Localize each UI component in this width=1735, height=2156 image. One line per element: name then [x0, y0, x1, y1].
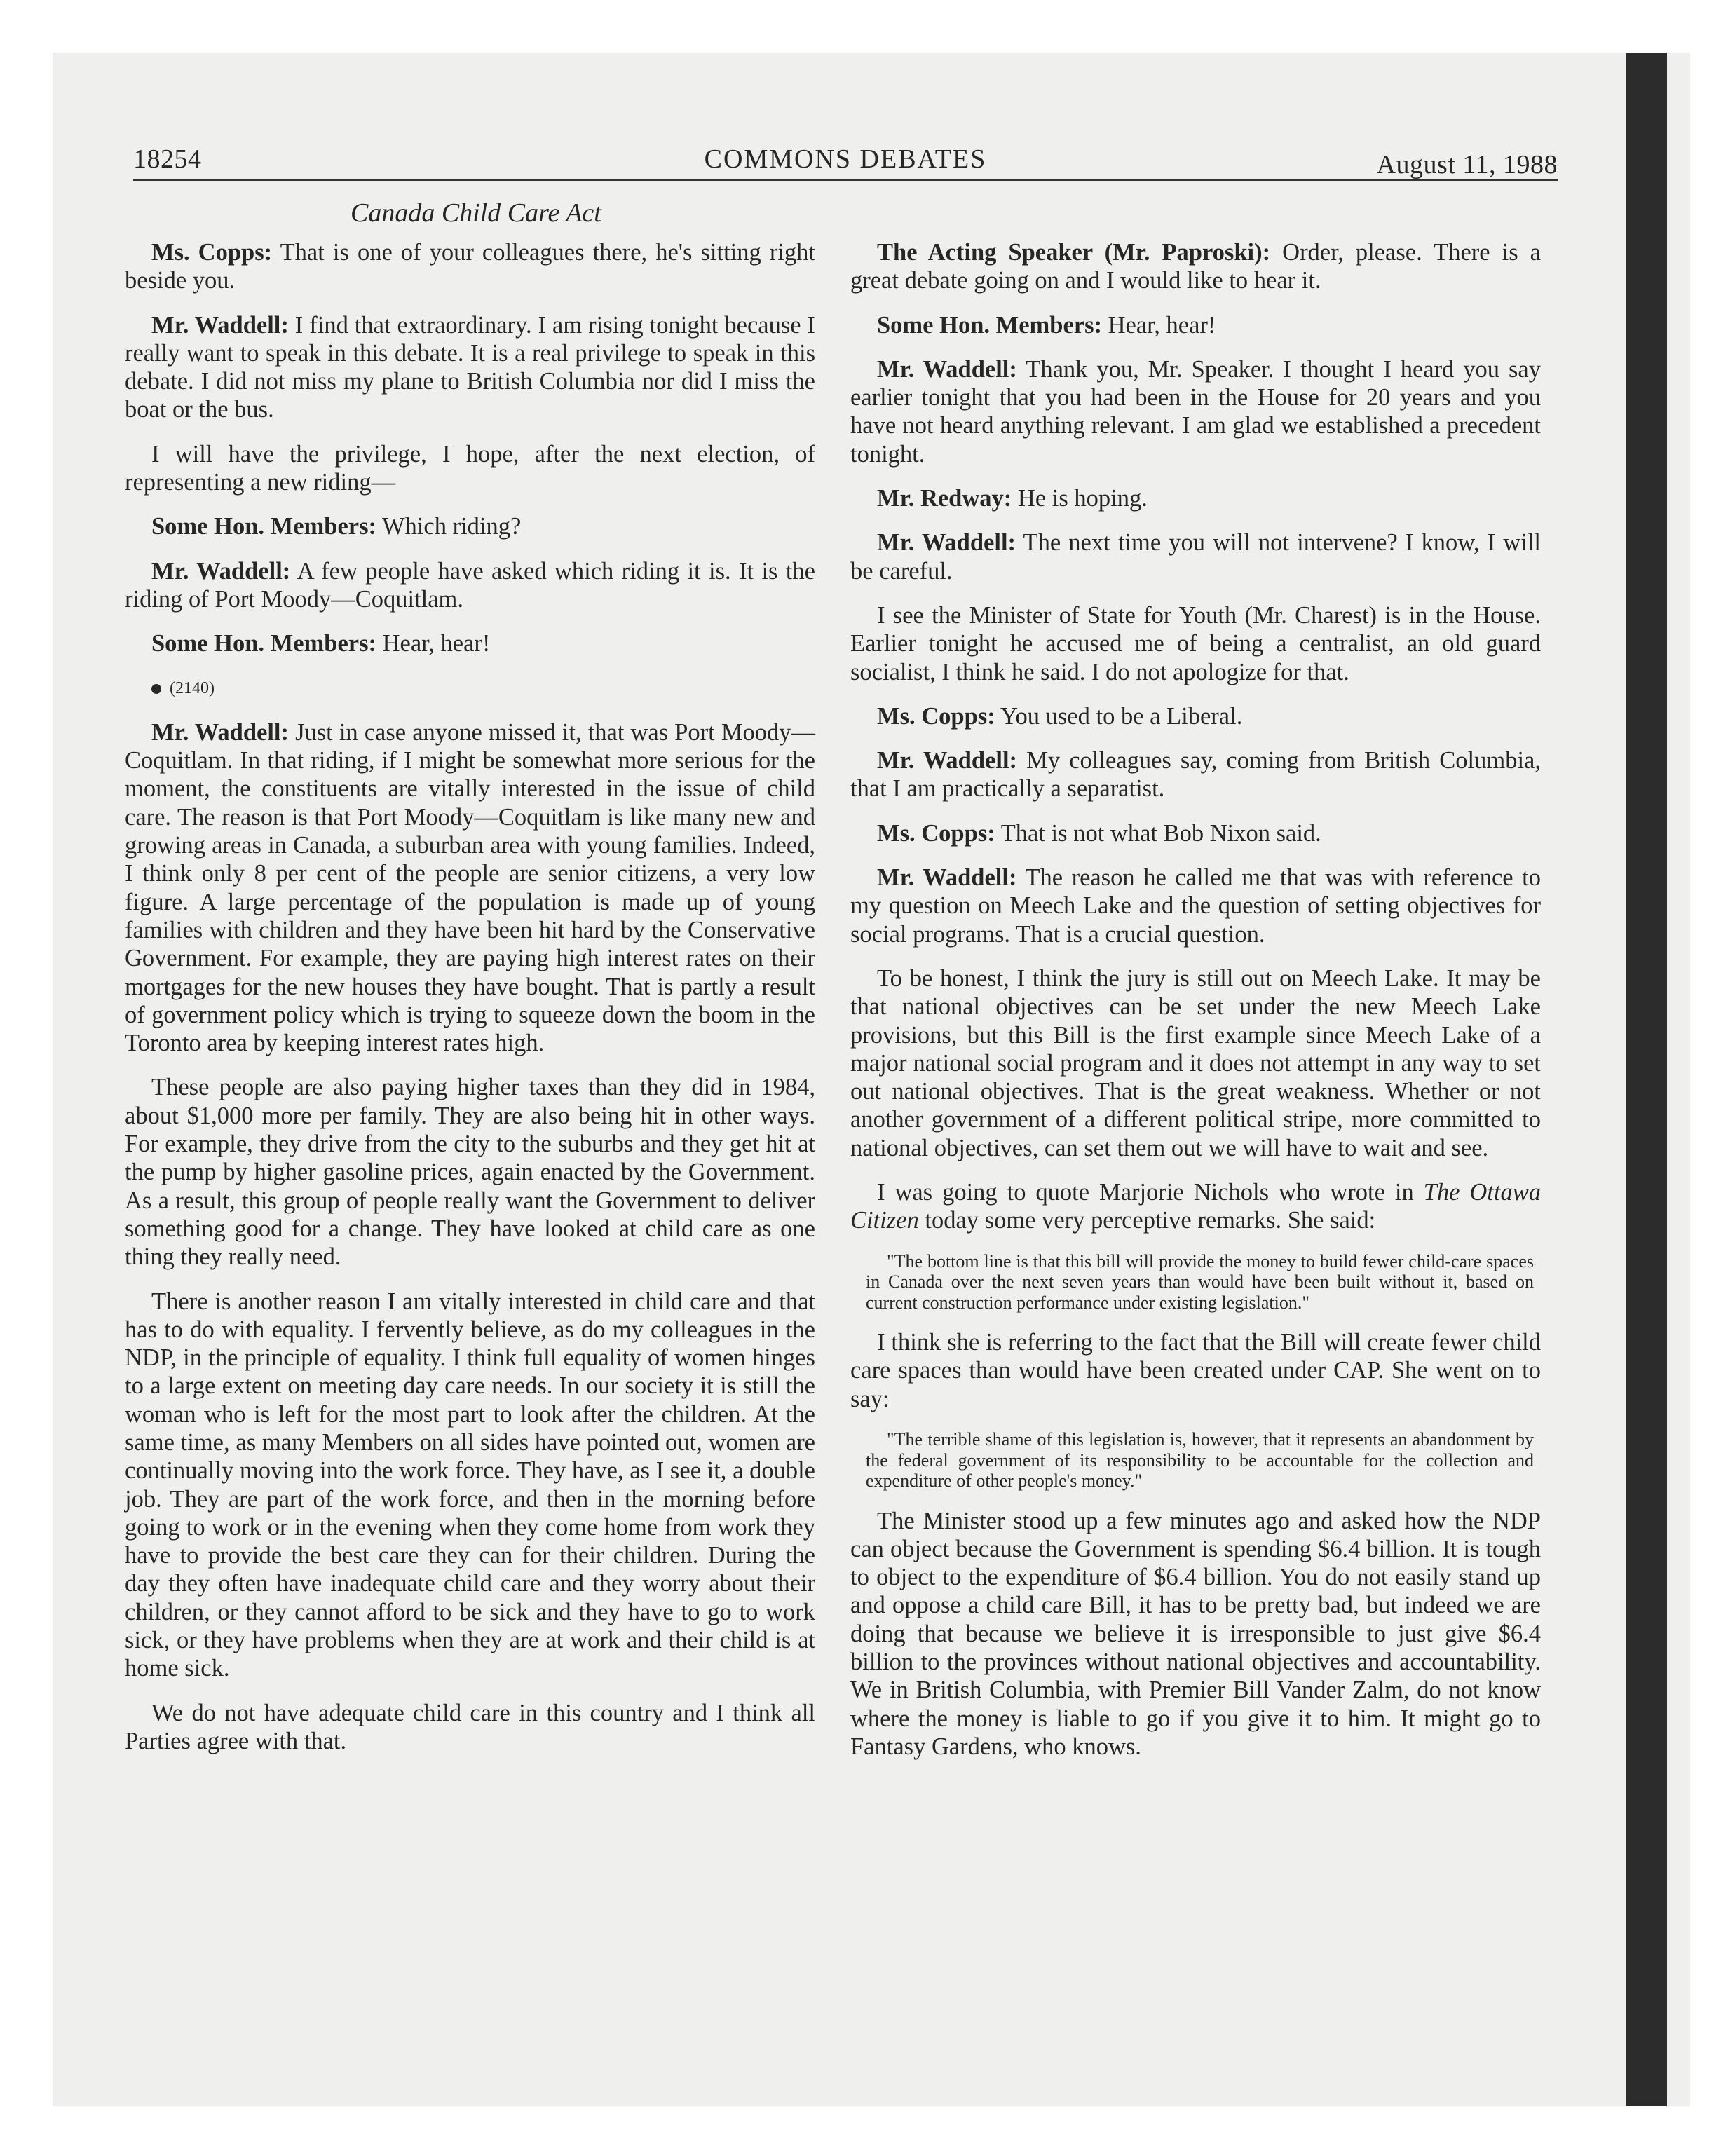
- paragraph-text-continued: today some very perceptive remarks. She said:: [918, 1207, 1376, 1234]
- right-column: [850, 238, 1541, 1777]
- paragraph: [850, 819, 1541, 847]
- speaker-name: Some Hon. Members:: [151, 513, 376, 540]
- paragraph-text: Which riding?: [376, 513, 522, 540]
- paragraph: [850, 355, 1541, 468]
- paragraph: [125, 718, 815, 1058]
- speaker-name: Some Hon. Members:: [151, 630, 376, 657]
- paragraph-text: We do not have adequate child care in this country and I think all Parties agree with that.: [125, 1699, 815, 1754]
- paragraph-text: To be honest, I think the jury is still out on Meech Lake. It may be that national objectives can be set under the new Meech Lake provisions, but this Bill is the first example since Meech Lake of a major national social program and it does not attempt in any way to set out national objectives. That is the great weakness. Whether or not another government of a different political stripe, more committed to national objectives, can set them out we will have to wait and see.: [850, 964, 1541, 1161]
- speaker-name: Mr. Waddell:: [877, 747, 1018, 775]
- bullet-icon: [151, 684, 161, 694]
- paragraph-text: Order, please. There is a great debate going on and I would like to hear it.: [850, 239, 1541, 294]
- speaker-name: Mr. Waddell:: [877, 529, 1016, 557]
- paragraph-text: That is one of your colleagues there, he's sitting right beside you.: [125, 239, 815, 294]
- paragraph: [850, 1328, 1541, 1413]
- paragraph-text: The Minister stood up a few minutes ago and asked how the NDP can object because the Government is spending $6.4 billion. It is tough to object to the expenditure of $6.4 billion. You do not easily stand up and oppose a child care Bill, it has to be pretty bad, but indeed we are doing that because we believe it is irresponsible to just give $6.4 billion to the provinces without national objectives and accountability. We in British Columbia, with Premier Bill Vander Zalm, do not know where the money is liable to go if you give it to him. It might go to Fantasy Gardens, who knows.: [850, 1507, 1541, 1760]
- speaker-name: Mr. Waddell:: [151, 557, 291, 585]
- paragraph-text: These people are also paying higher taxes than they did in 1984, about $1,000 more per family. They are also being hit in other ways. For example, they drive from the city to the suburbs and they get hit at the pump by higher gasoline prices, again enacted by the Government. As a result, this group of people really want the Government to deliver something good for a change. They have looked at child care as one thing they really need.: [125, 1074, 815, 1271]
- paragraph-text: I find that extraordinary. I am rising tonight because I really want to speak in this debate. It is a real privilege to speak in this debate. I did not miss my plane to British Columbia nor did I miss the boat or the bus.: [125, 311, 815, 423]
- paragraph: [850, 702, 1541, 730]
- paragraph: [850, 528, 1541, 585]
- speaker-name: Some Hon. Members:: [877, 311, 1102, 339]
- speaker-name: Ms. Copps:: [877, 702, 995, 730]
- speaker-name: Ms. Copps:: [877, 819, 995, 847]
- speaker-name: Mr. Redway:: [877, 485, 1012, 512]
- paragraph: [850, 238, 1541, 295]
- paragraph-text: Just in case anyone missed it, that was Port Moody—Coquitlam. In that riding, if I might be somewhat more serious for the moment, the constituents are vitally interested in the issue of child care. The reason is that Port Moody—Coquitlam is like many new and growing areas in Canada, a suburban area with young families. Indeed, I think only 8 per cent of the people are senior citizens, a very low figure. A large percentage of the population is made up of young families with children and they have been hit hard by the Conservative Government. For example, they are paying high interest rates on their mortgages for the new houses they have bought. That is partly a result of government policy which is trying to squeeze down the boom in the Toronto area by keeping interest rates high.: [125, 718, 815, 1057]
- paragraph: [125, 440, 815, 497]
- speaker-name: The Acting Speaker (Mr. Paproski):: [877, 239, 1271, 266]
- speaker-name: Mr. Waddell:: [151, 718, 289, 746]
- paragraph-text: I think she is referring to the fact that the Bill will create fewer child care spaces than would have been created under CAP. She went on to say:: [850, 1329, 1541, 1412]
- block-quote: "The terrible shame of this legislation is, however, that it represents an abandonment by the federal government of its responsibility to be accountable for the collection and expenditure of other people's money.": [866, 1429, 1534, 1491]
- paragraph: [125, 1288, 815, 1683]
- publication-date: August 11, 1988: [1376, 150, 1558, 179]
- paragraph-text: Thank you, Mr. Speaker. I thought I heard you say earlier tonight that you had been in the House for 20 years and you have not heard anything relevant. I am glad we established a precedent tonight.: [850, 355, 1541, 468]
- page-header: [133, 142, 1558, 184]
- paragraph: [850, 964, 1541, 1162]
- paragraph-text: I will have the privilege, I hope, after the next election, of representing a new riding—: [125, 440, 815, 496]
- speaker-name: Mr. Waddell:: [877, 355, 1017, 383]
- block-quote: "The bottom line is that this bill will provide the money to build fewer child-care spaces in Canada over the next seven years than would have been built without it, based on current construction performance under existing legislation.": [866, 1250, 1534, 1313]
- paragraph-text: The next time you will not intervene? I know, I will be careful.: [850, 529, 1541, 585]
- time-marker-text: (2140): [170, 678, 215, 697]
- paragraph: [125, 311, 815, 424]
- publication-name: The Ottawa Citizen: [850, 1179, 1541, 1234]
- paragraph-text: Hear, hear!: [1101, 311, 1216, 339]
- paragraph-text: I was going to quote Marjorie Nichols who wrote in: [877, 1179, 1424, 1206]
- paragraph: [850, 1178, 1541, 1235]
- paragraph: [850, 311, 1541, 339]
- paragraph-text: There is another reason I am vitally interested in child care and that has to do with equality. I fervently believe, as do my colleagues in the NDP, in the principle of equality. I think full equality of women hinges to a large extent on meeting day care needs. In our society it is still the woman who is left for the most part to look after the children. At the same time, as many Members on all sides have pointed out, women are continually moving into the work force. They have, as I see it, a double job. They are part of the work force, and then in the morning before going to work or in the evening when they come home from work they have to provide the best care they can for their children. During the day they often have inadequate child care and they worry about their children, or they cannot afford to be sick and they have to go to work sick, or they have problems when they are at work and their child is at home sick.: [125, 1288, 815, 1682]
- subject-heading: Canada Child Care Act: [351, 198, 601, 228]
- left-column: [125, 238, 815, 1771]
- scan-edge-bar: [1626, 53, 1667, 2106]
- paragraph-text: My colleagues say, coming from British Columbia, that I am practically a separatist.: [850, 747, 1541, 803]
- page-number: 18254: [133, 144, 202, 174]
- paragraph-text: That is not what Bob Nixon said.: [995, 819, 1321, 847]
- speaker-name: Mr. Waddell:: [877, 864, 1017, 892]
- paragraph-text: You used to be a Liberal.: [995, 702, 1243, 730]
- speaker-name: Mr. Waddell:: [151, 311, 289, 339]
- header-rule: [133, 179, 1558, 181]
- paragraph: [125, 512, 815, 540]
- paragraph: [125, 1699, 815, 1756]
- speaker-name: Ms. Copps:: [151, 239, 273, 266]
- time-marker: [125, 674, 815, 702]
- paragraph: [850, 601, 1541, 686]
- paragraph-text: He is hoping.: [1012, 485, 1148, 512]
- paragraph: [850, 1507, 1541, 1761]
- paragraph-text: The reason he called me that was with reference to my question on Meech Lake and the question of setting objectives for social programs. That is a crucial question.: [850, 864, 1541, 948]
- paragraph-text: A few people have asked which riding it is. It is the riding of Port Moody—Coquitlam.: [125, 557, 815, 613]
- paragraph-text: I see the Minister of State for Youth (Mr. Charest) is in the House. Earlier tonight he accused me of being a centralist, an old guard socialist, I think he said. I do not apologize for that.: [850, 601, 1541, 685]
- paragraph: [125, 1073, 815, 1271]
- paragraph: [125, 238, 815, 295]
- paragraph: [850, 864, 1541, 948]
- paragraph: [850, 484, 1541, 512]
- paragraph: [850, 746, 1541, 803]
- paragraph: [125, 557, 815, 614]
- paragraph: [125, 629, 815, 657]
- publication-title: COMMONS DEBATES: [704, 144, 987, 174]
- paragraph-text: Hear, hear!: [376, 630, 491, 657]
